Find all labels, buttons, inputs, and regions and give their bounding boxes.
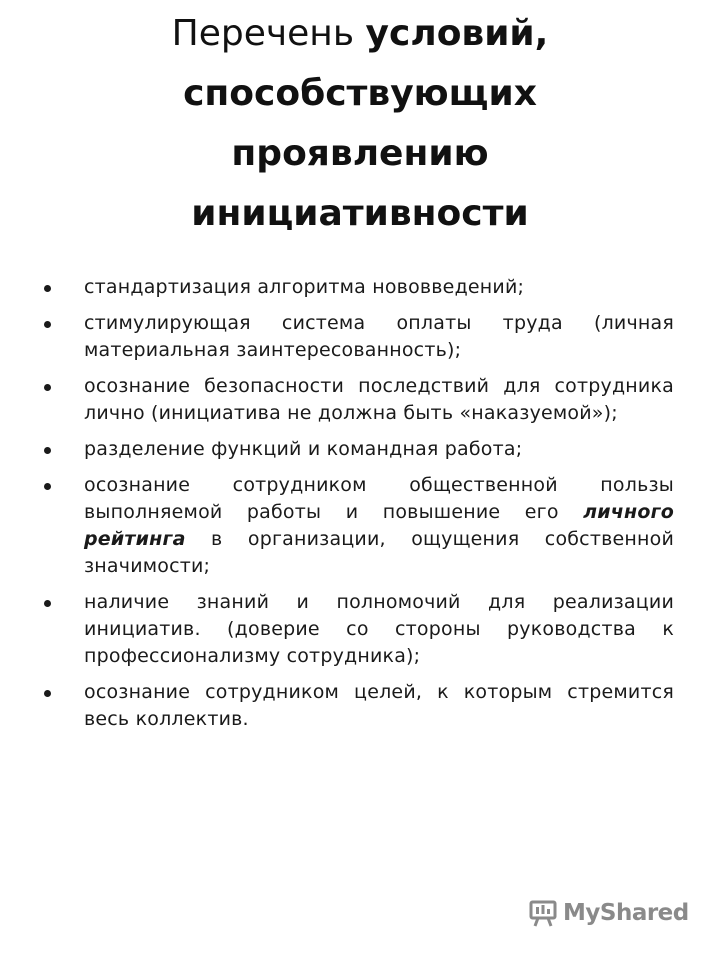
slide-title [40, 4, 680, 244]
myshared-watermark [528, 896, 689, 930]
conditions-list [44, 274, 674, 742]
list-item-emphasis: личного рейтинга [84, 501, 674, 550]
list-item [44, 310, 674, 364]
list-item-text: разделение функций и командная работа; [84, 438, 523, 460]
bullet-icon [44, 600, 51, 607]
bullet-icon [44, 321, 51, 328]
bullet-icon [44, 285, 51, 292]
title-line-3: проявлению [231, 133, 489, 174]
title-bold-word: условий, [365, 13, 549, 54]
bullet-icon [44, 384, 51, 391]
list-item-text: стимулирующая система оплаты труда (личная материальная заинтересованность); [84, 312, 674, 361]
bullet-icon [44, 447, 51, 454]
list-item-text-before: осознание сотрудником общественной пользы выполняемой работы и повышение его [84, 474, 674, 523]
list-item-text: стандартизация алгоритма нововведений; [84, 276, 525, 298]
list-item [44, 373, 674, 427]
title-regular: Перечень [171, 13, 366, 54]
list-item-text: осознание сотрудником целей, к которым стремится весь коллектив. [84, 681, 674, 730]
watermark-text: MyShared [563, 900, 689, 926]
title-line-4: инициативности [191, 193, 529, 234]
bullet-icon [44, 690, 51, 697]
list-item-text: осознание безопасности последствий для сотрудника лично (инициатива не должна быть «наказуемой»); [84, 375, 674, 424]
list-item [44, 679, 674, 733]
list-item [44, 472, 674, 580]
presentation-board-icon [528, 898, 558, 928]
title-line-2: способствующих [183, 73, 537, 114]
list-item [44, 436, 674, 463]
list-item-text-after: в организации, ощущения собственной значимости; [84, 528, 674, 577]
bullet-icon [44, 483, 51, 490]
list-item [44, 274, 674, 301]
list-item [44, 589, 674, 670]
list-item-text: наличие знаний и полномочий для реализации инициатив. (доверие со стороны руководства к профессионализму сотрудника); [84, 591, 674, 667]
